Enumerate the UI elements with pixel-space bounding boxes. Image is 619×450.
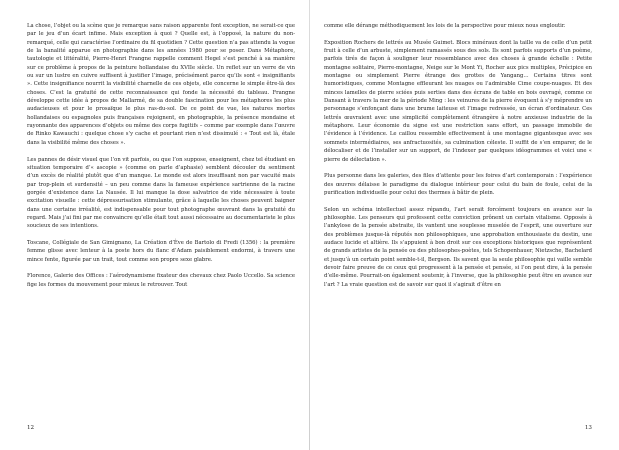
- left-page: [0, 0, 309, 450]
- paragraph: Florence, Galerie des Offices : l’aérodynamisme fixateur des chevaux chez Paolo Uccello. Sa science fige les formes du mouvement pour mieux le retrouver. Tout: [27, 273, 295, 288]
- page-number: 13: [584, 425, 592, 431]
- paragraph: Les pannes de désir visuel que l’on vit parfois, ou que l’on suppose, enseignent, chez tel étudiant en situation temporaire d’« ascopie » (comme on parle d’aphasie) semblent découler du sentiment d’un excès de réalité plutôt que d’un manque. Le monde est alors insuffisant non par vacuité mais par trop-plein et surdensité – un peu comme dans la fameuse expérience sartrienne de la racine gorgée d’existence dans La Nausée. Il lui manque la dose salvatrice de vide nécessaire à toute excitation visuelle : cette dépressurisation stimulante, grâce à laquelle les choses peuvent baigner dans une certaine irréalité, est indispensable pour tout photographe œuvrant dans la gratuité du regard. Mais j’ai fini par me convaincre qu’elle était tout aussi nécessaire au documentariste le plus soucieux de ses intentions.: [27, 156, 295, 230]
- paragraph: Exposition Rochers de lettrés au Musée Guimet. Blocs minéraux dont la taille va de celle d’un petit fruit à celle d’un arbuste, simplement ramassés sous des sols. Ils sont parfois supports d’un poème, parfois tirés de façon à souligner leur ressemblance avec des choses à grande échelle : Petite montagne solitaire, Pierre-montagne, Neige sur le Mont Yi, Rocher aux pics multiples, Précipice en montagne ou simplement Pierre étrange des grottes de Yangang… Certains titres sont humoristiques, comme Montagne effleurant les nuages ou l’admirable Cime coupe-nuages. Et des minces lamelles de pierre sciées puis serties dans des écrans de table en bois ouvragé, comme ce Dansant à travers la mer de la période Ming : les veinures de la pierre évoquent à s’y méprendre un personnage s’enfonçant dans une brume laiteuse et l’image redressée, un écran d’ordinateur. Ces lettrés œuvraient avec une simplicité complètement étrangère à notre anxieuse industrie de la métaphore. Leur économie du signe est une restriction sans effort, un passage immobile de l’évidence à l’évidence. Le caillou ressemble effectivement à une montagne gigantesque avec ses sommets intermédiaires, ses anfractuosités, sa culmination céleste. Il suffit de s’en emparer, de le délocaliser et de l’installer sur un support, de l’indexer par quelques idéogrammes et voici une « pierre de délectation ».: [324, 39, 592, 163]
- paragraph: La chose, l’objet ou la scène que je remarque sans raison apparente font exception, ne serait-ce que par le jeu d’un écart infime. Mais exception à quoi ? Quelle est, à l’opposé, la nature du non-remarqué, celle qui caractérise l’ordinaire du fil quotidien ? Cette question n’a pas attendu la vogue de la banalité apparue en photographie dans les années 1980 pour se poser. Dans Métaphore, tautologie et littéralité, Pierre-Henri Frangne rappelle comment Hegel s’est penché à sa manière sur ce problème à propos de la peinture hollandaise du XVIIe siècle. Un reflet sur un verre de vin ou sur un lustre en cuivre suffisent à justifier l’image, précisément parce qu’ils sont « insignifiants ». Cette insignifiance nourrit la visibilité charnelle de ces objets, elle concerne le simple être-là des choses. C’est la gratuité de cette reconnaissance qui fonde la nécessité du tableau. Frangne développe cette idée à propos de Mallarmé, de sa double fascination pour les métaphores les plus audacieuses et pour le prosaïque le plus ras-du-sol. De ce point de vue, les natures mortes hollandaises ou espagnoles puis françaises rejoignent, en photographie, la présence mondaine et rayonnante des apparences d’objets ou même des corps fugitifs – comme par exemple dans l’œuvre de Rinko Kawauchi : quelque chose s’y cache et pourtant rien n’est dissimulé : « Tout est là, étale dans la visibilité même des choses ».: [27, 23, 295, 146]
- left-page-text: [27, 22, 295, 289]
- right-page-text: [324, 22, 592, 289]
- right-page: [309, 0, 618, 450]
- page-number: 12: [27, 425, 35, 431]
- paragraph: Selon un schéma intellectuel assez répandu, l’art serait forcément toujours en avance sur la philosophie. Les penseurs qui professent cette conviction prônent un certain vitalisme. Opposés à l’ankylose de la pensée abstraite, ils vantent une souplesse muselée de l’esprit, une ouverture sur des problèmes jusque-là réputés non philosophiques, une approbation enthousiaste du destin, une audace lucide et altière. Ils s’appuient à bon droit sur ces exceptions historiques que représentent de grands artistes de la pensée ou des philosophes-poètes, tels Schopenhauer, Nietzsche, Bachelard et jusqu’à un certain point semble-t-il, Bergson. Ils savent que la seule philosophie qui vaille semble devoir faire preuve de ce ceux qui progressent à la pensée et pensée, si l’on peut dire, à la pensée d’elle-même. Pourrait-on également soutenir, à l’inverse, que la philosophie peut être en avance sur l’art ? La vraie question est de savoir sur quoi il s’agirait d’être en: [324, 206, 592, 288]
- paragraph: Plus personne dans les galeries, des files d’attente pour les foires d’art contemporain : l’expérience des œuvres délaisse le paradigme du dialogue intérieur pour celui du bain de foule, celui de la purification individuelle pour celui des thermes à bâtir de plein.: [324, 173, 592, 196]
- paragraph: comme elle dérange méthodiquement les lois de la perspective pour mieux nous engloutir.: [324, 23, 566, 29]
- paragraph: Toscane, Collégiale de San Gimignano, La Création d’Ève de Bartolo di Fredi (1356) : la première femme glisse avec lenteur à la poste hors du flanc d’Adam paisiblement endormi, à travers une mince fente, figurée par un trait, tout comme son propre sexe glabre.: [27, 239, 295, 263]
